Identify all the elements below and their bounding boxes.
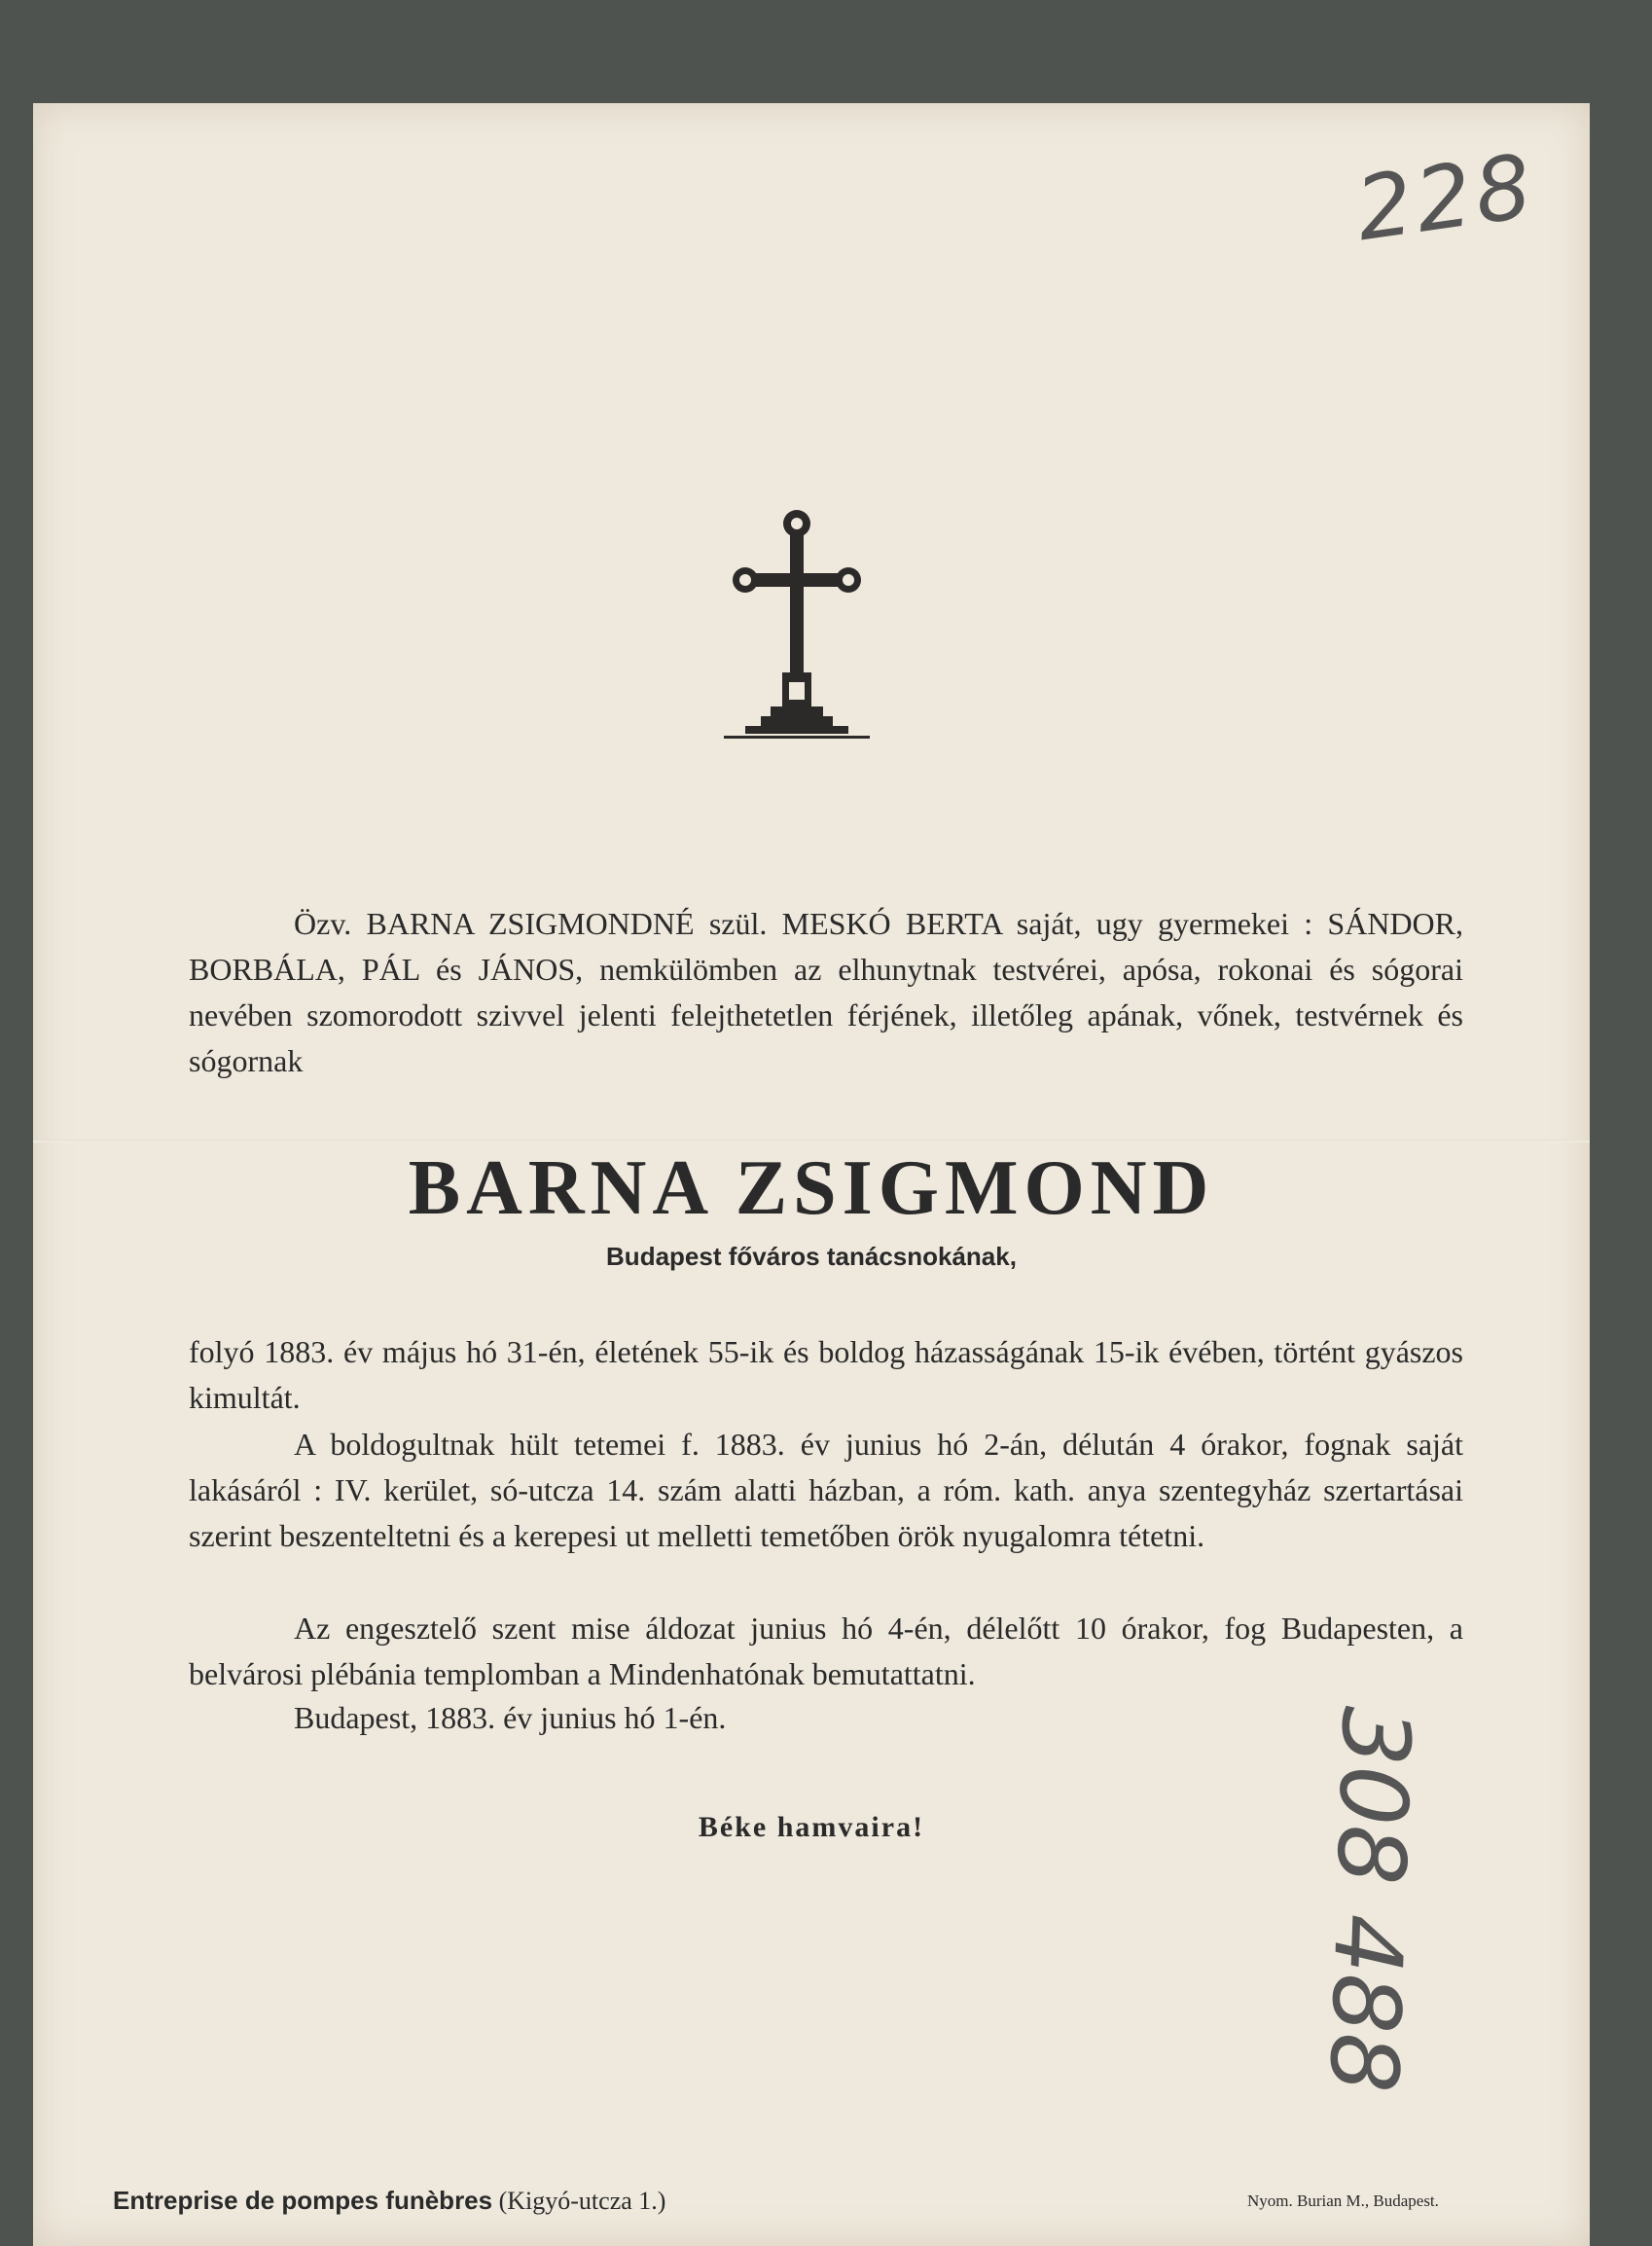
funeral-company <box>113 2186 665 2216</box>
mass-paragraph: Az engesztelő szent mise áldozat junius hó 4-én, délelőtt 10 órakor, fog Budapesten, a belvárosi plébánia templomban a Mindenhatónak bemutattatni. <box>189 1611 1463 1691</box>
closing-line: Béke hamvaira! <box>698 1811 925 1843</box>
deceased-name: BARNA ZSIGMOND <box>408 1145 1215 1231</box>
date-line: Budapest, 1883. év junius hó 1-én. <box>294 1700 727 1735</box>
intro-paragraph: Özv. BARNA ZSIGMONDNÉ szül. MESKÓ BERTA saját, ugy gyermekei : SÁNDOR, BORBÁLA, PÁL és JÁNOS, nemkülömben az elhunytnak testvérei, apósa, rokonai és sógorai nevében szomorodott szivvel jelenti felejthetetlen férjének, illetőleg apának, vőnek, testvérnek és sógornak <box>189 906 1463 1078</box>
death-paragraph: folyó 1883. év május hó 31-én, életének 55-ik és boldog házasságának 15-ik évében, történt gyászos kimultát. <box>189 1334 1463 1415</box>
funeral-company-address: (Kigyó-utcza 1.) <box>498 2187 666 2215</box>
handwritten-numbers: 308 488 <box>1308 1704 1431 2095</box>
death-notice-sheet <box>33 103 1590 2246</box>
funeral-paragraph: A boldogultnak hült tetemei f. 1883. év junius hó 2-án, délután 4 órakor, fognak saját lakásáról : IV. kerület, só-utcza 14. szám alatti házban, a róm. kath. anya szentegyház szertartásai szerint beszenteltetni és a kerepesi ut melletti temetőben örök nyugalomra tétetni. <box>189 1427 1463 1553</box>
cross-icon <box>724 502 870 745</box>
deceased-title: Budapest főváros tanácsnokának, <box>606 1242 1017 1271</box>
paper-fold <box>33 1140 1590 1142</box>
funeral-company-name: Entreprise de pompes funèbres <box>113 2186 493 2215</box>
printer-credit: Nyom. Burian M., Budapest. <box>1247 2192 1439 2210</box>
archive-number: 228 <box>1349 134 1542 262</box>
